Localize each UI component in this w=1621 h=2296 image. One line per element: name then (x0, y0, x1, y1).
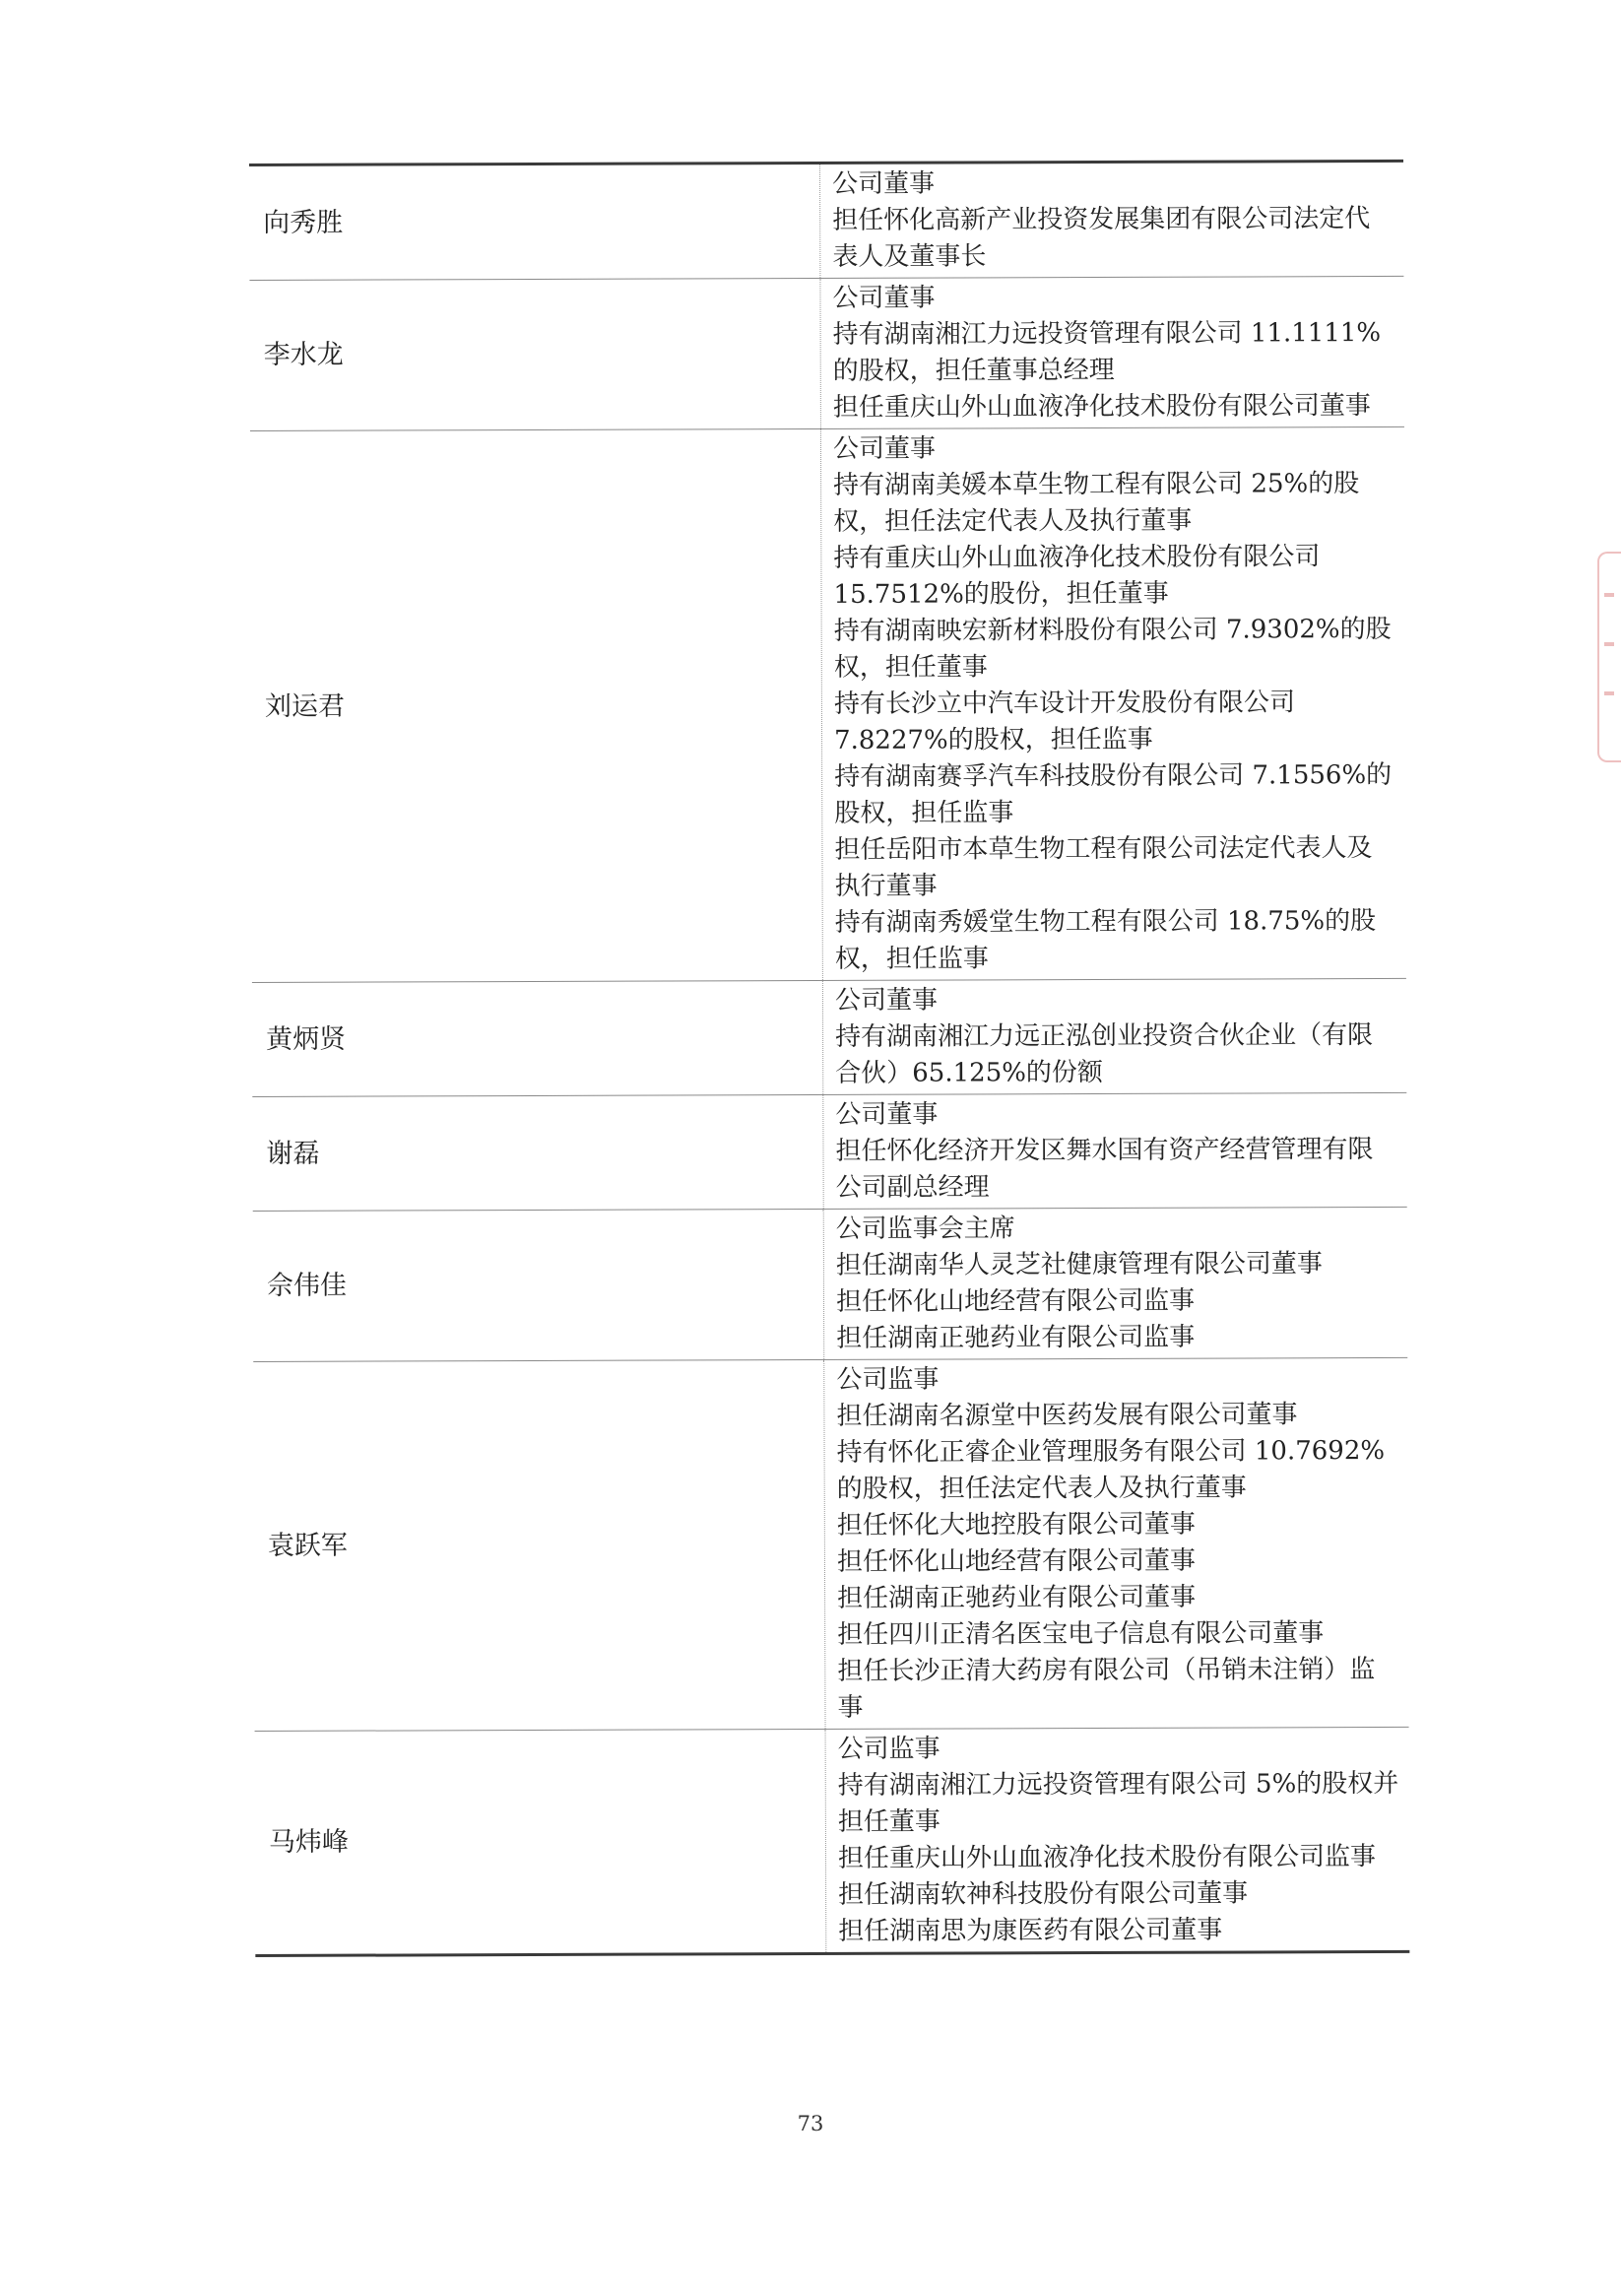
person-name: 刘运君 (250, 429, 823, 982)
position-entry: 担任湖南名源堂中医药发展有限公司董事 (836, 1400, 1298, 1431)
table-row (253, 1208, 1408, 1362)
position-entry: 担任湖南正驰药业有限公司董事 (837, 1582, 1197, 1613)
position-entry: 担任怀化经济开发区舞水国有资产经营管理有限公司副总经理 (835, 1135, 1374, 1203)
position-entry: 担任长沙正清大药房有限公司（吊销未注销）监事 (837, 1655, 1376, 1723)
position-entry: 持有湖南秀媛堂生物工程有限公司 18.75%的股权，担任监事 (834, 906, 1377, 974)
position-entry: 持有湖南湘江力远正泓创业投资合伙企业（有限合伙）65.125%的份额 (835, 1020, 1374, 1088)
person-name: 佘伟佳 (253, 1210, 825, 1361)
positions-cell (823, 979, 1406, 1094)
position-entry: 持有湖南映宏新材料股份有限公司 7.9302%的股权，担任董事 (833, 614, 1392, 683)
position-entry: 持有长沙立中汽车设计开发股份有限公司 7.8227%的股权，担任监事 (833, 688, 1295, 755)
position-entry: 公司董事 (832, 433, 937, 464)
person-name: 黄炳贤 (252, 981, 823, 1096)
position-entry: 担任湖南正驰药业有限公司监事 (836, 1322, 1196, 1353)
positions-cell (823, 1093, 1406, 1209)
position-entry: 持有湖南赛孚汽车科技股份有限公司 7.1556%的股权，担任监事 (834, 759, 1393, 828)
positions-cell (820, 277, 1404, 428)
position-entry: 担任湖南华人灵芝社健康管理有限公司董事 (835, 1249, 1323, 1280)
table-row (250, 427, 1406, 983)
table-row (252, 979, 1406, 1097)
position-entry: 公司董事 (835, 1099, 939, 1130)
margin-seal-stamp (1597, 552, 1621, 762)
table-row (249, 277, 1404, 431)
directors-table (249, 160, 1409, 1957)
positions-cell (824, 1208, 1408, 1359)
position-entry: 担任怀化高新产业投资发展集团有限公司法定代表人及董事长 (832, 204, 1371, 272)
position-entry: 担任怀化山地经营有限公司董事 (836, 1545, 1197, 1577)
page-number: 73 (797, 2112, 824, 2135)
position-entry: 持有重庆山外山血液净化技术股份有限公司 15.7512%的股份，担任董事 (833, 542, 1321, 610)
table-row (249, 163, 1403, 281)
position-entry: 公司监事 (836, 1364, 940, 1395)
table-row (253, 1358, 1408, 1732)
position-entry: 担任四川正清名医宝电子信息有限公司董事 (837, 1618, 1325, 1650)
positions-cell (826, 1728, 1410, 1952)
position-entry: 公司董事 (832, 283, 936, 313)
position-entry: 持有湖南美媛本草生物工程有限公司 25%的股权，担任法定代表人及执行董事 (833, 469, 1360, 537)
position-entry: 担任重庆山外山血液净化技术股份有限公司董事 (832, 391, 1371, 423)
person-name: 谢磊 (252, 1095, 823, 1211)
table-row (252, 1093, 1406, 1212)
table-row (255, 1728, 1410, 1954)
positions-cell (820, 163, 1403, 278)
position-entry: 公司董事 (832, 168, 936, 199)
position-entry: 担任重庆山外山血液净化技术股份有限公司监事 (837, 1842, 1377, 1873)
position-entry: 担任湖南软神科技股份有限公司董事 (838, 1878, 1249, 1910)
position-entry: 担任岳阳市本草生物工程有限公司法定代表人及执行董事 (834, 833, 1373, 901)
position-entry: 持有怀化正睿企业管理服务有限公司 10.7692%的股权，担任法定代表人及执行董事 (836, 1435, 1386, 1504)
position-entry: 持有湖南湘江力远投资管理有限公司 11.1111%的股权，担任董事总经理 (832, 317, 1382, 386)
position-entry: 公司监事 (837, 1734, 940, 1764)
positions-cell (821, 427, 1406, 980)
position-entry: 担任湖南思为康医药有限公司董事 (838, 1915, 1223, 1946)
position-entry: 公司董事 (834, 985, 939, 1016)
person-name: 袁跃军 (253, 1360, 825, 1731)
position-entry: 持有湖南湘江力远投资管理有限公司 5%的股权并担任董事 (837, 1768, 1399, 1837)
person-name: 李水龙 (249, 279, 821, 430)
position-entry: 公司监事会主席 (835, 1214, 1015, 1244)
person-name: 向秀胜 (249, 164, 820, 280)
person-name: 马炜峰 (255, 1730, 827, 1954)
positions-cell (824, 1358, 1408, 1729)
position-entry: 担任怀化大地控股有限公司董事 (836, 1509, 1196, 1541)
position-entry: 担任怀化山地经营有限公司监事 (835, 1285, 1196, 1317)
